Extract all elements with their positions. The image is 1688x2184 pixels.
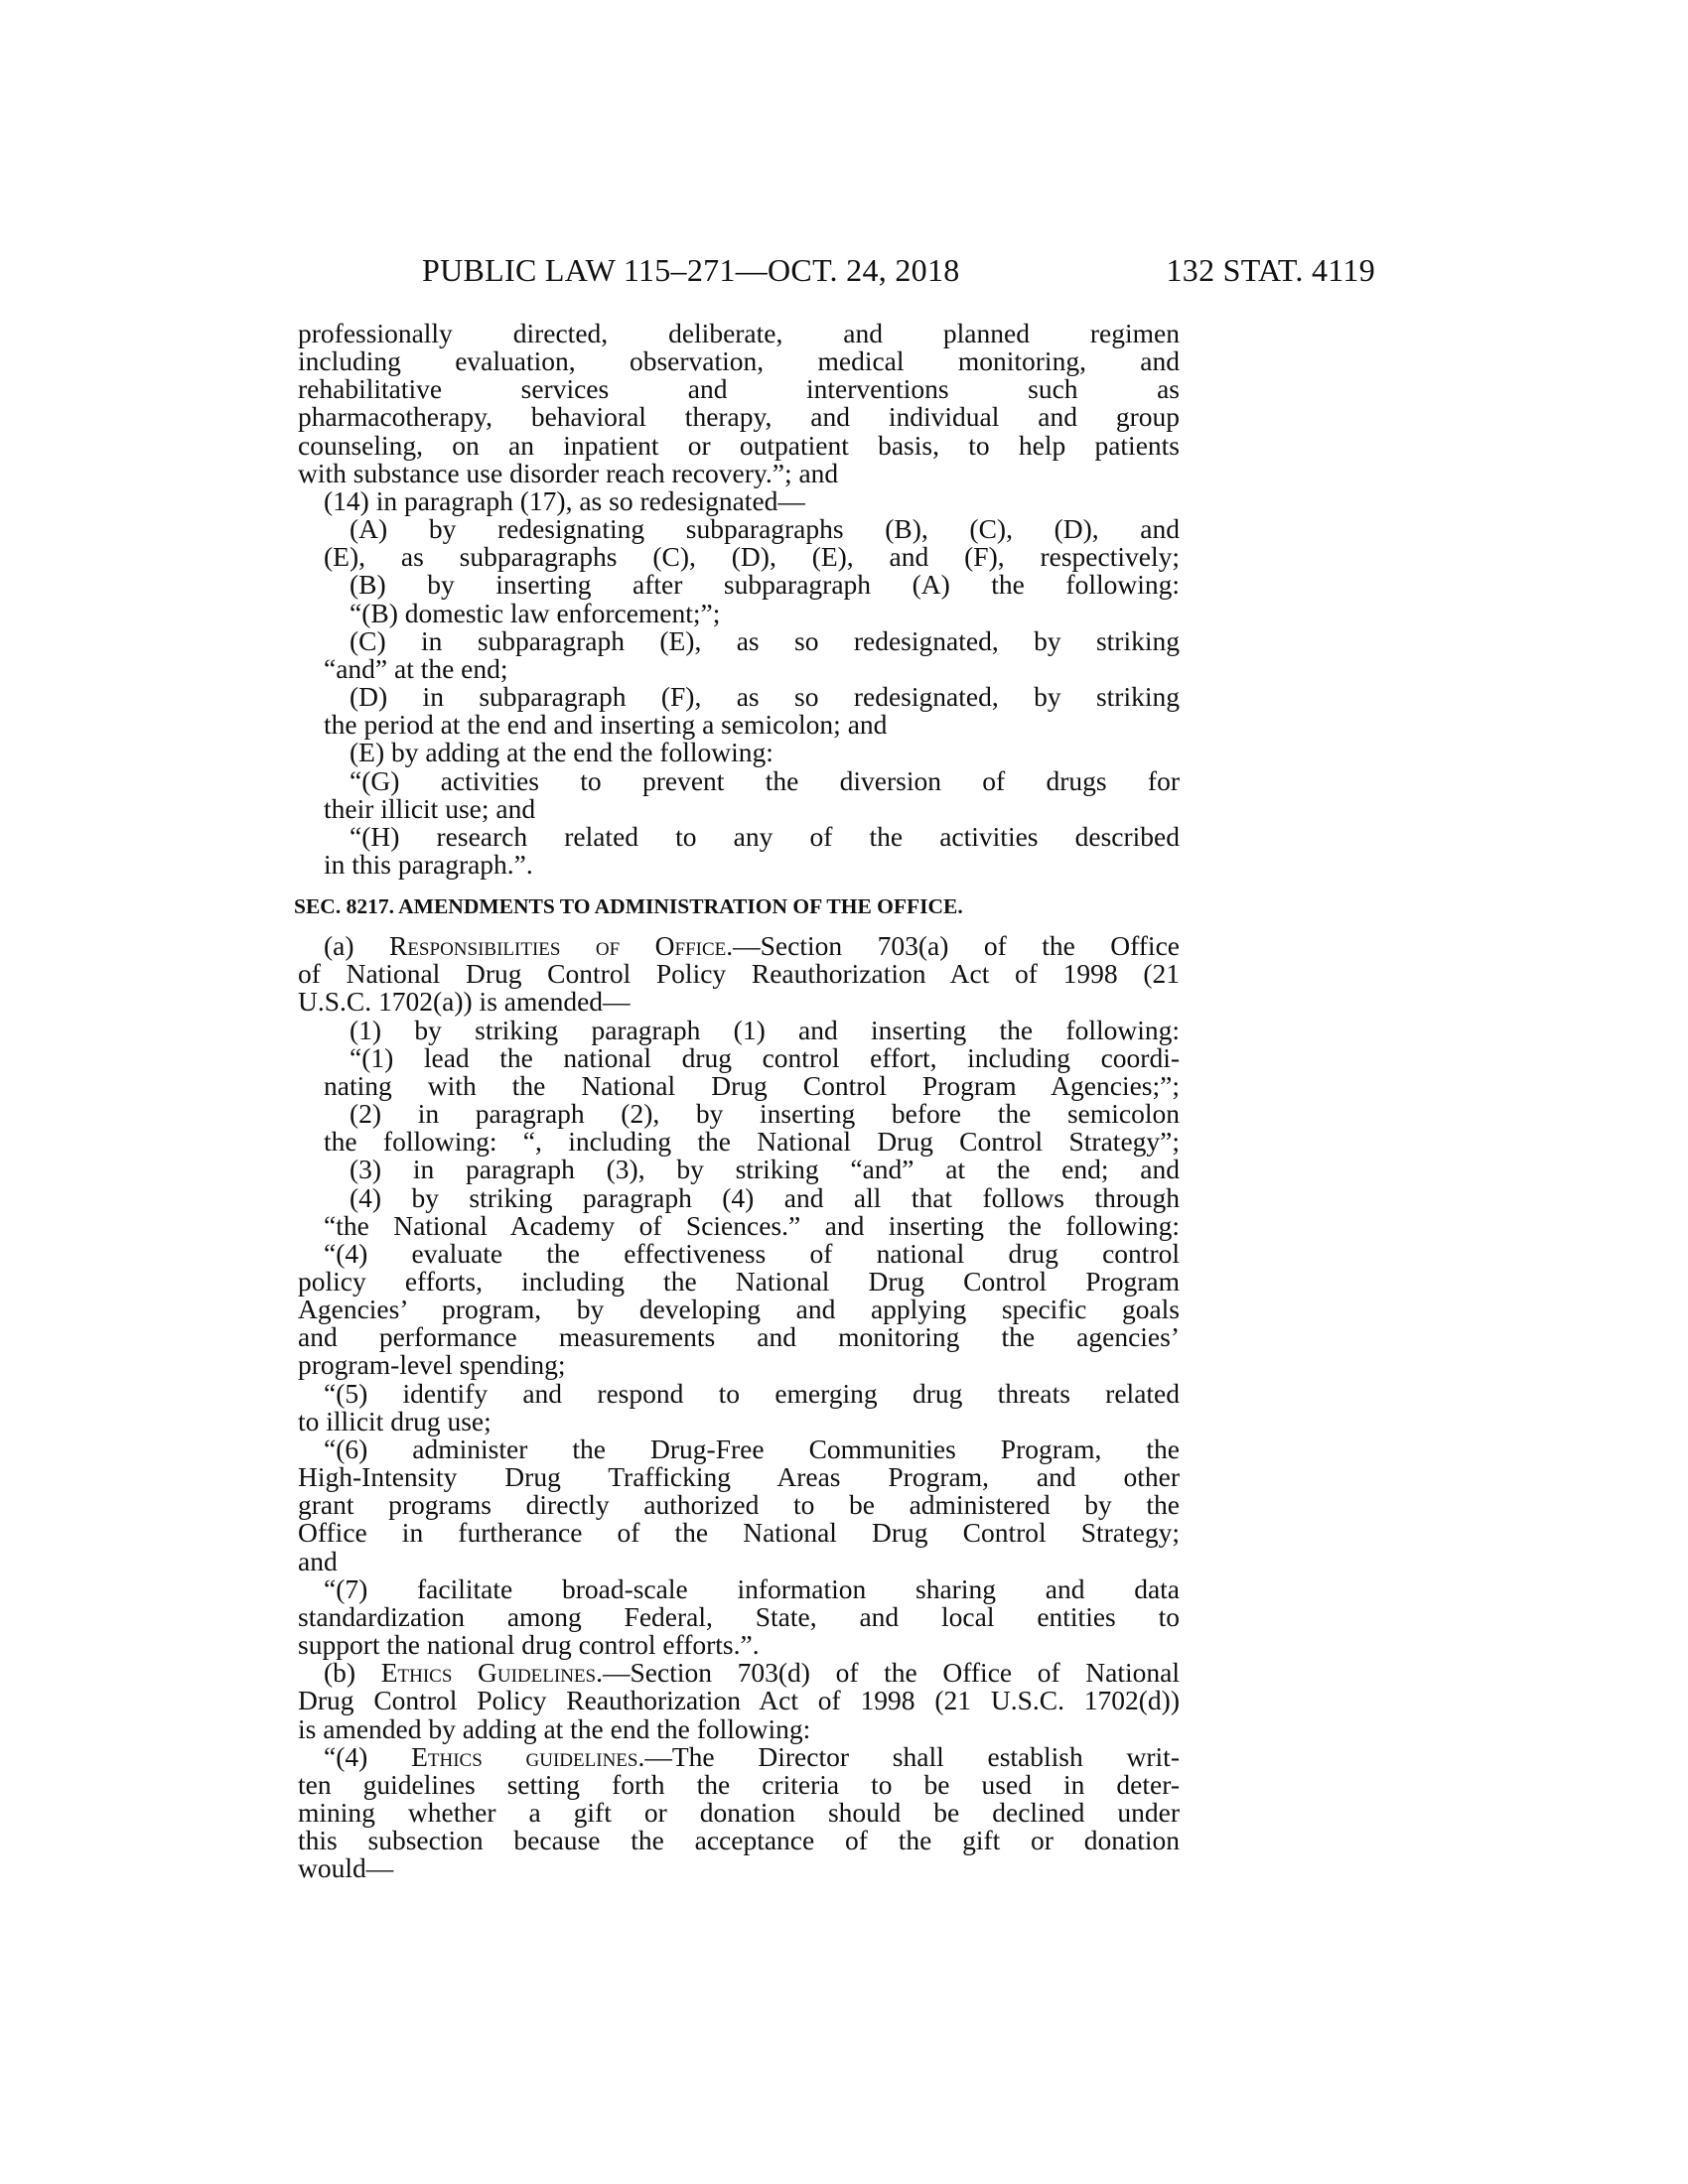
text-line: “(4) evaluate the effectiveness of national drug control: [324, 1237, 1180, 1269]
text-line: (C) in subparagraph (E), as so redesignated, by striking: [350, 624, 1180, 656]
text-line: Drug Control Policy Reauthorization Act of 1998 (21 U.S.C. 1702(d)): [298, 1685, 1180, 1716]
text-line: and performance measurements and monitoring the agencies’: [298, 1321, 1180, 1353]
text-line: Agencies’ program, by developing and applying specific goals: [298, 1294, 1180, 1325]
text-line: in this paragraph.”.: [324, 848, 533, 880]
text-line: (E) by adding at the end the following:: [350, 737, 774, 768]
text-line: High-Intensity Drug Trafficking Areas Program, and other: [298, 1461, 1180, 1493]
text-line: “and” at the end;: [324, 652, 508, 684]
text-line: (14) in paragraph (17), as so redesignated—: [324, 484, 805, 516]
small-caps-heading: Responsibilities of Office: [388, 930, 727, 962]
heading-dash: .—: [726, 930, 761, 962]
text-line: “(6) administer the Drug-Free Communities Program, the: [324, 1433, 1180, 1464]
text-line: professionally directed, deliberate, and planned regimen: [298, 318, 1180, 348]
heading-dash: .—: [637, 1740, 672, 1772]
line-rest: Section 703(d) of the Office of National: [630, 1657, 1180, 1689]
text-line: including evaluation, observation, medical monitoring, and: [298, 345, 1180, 377]
line-lead: (b): [324, 1657, 381, 1689]
line-rest: The Director shall establish writ-: [671, 1740, 1180, 1772]
text-line: policy efforts, including the National Drug Control Program: [298, 1266, 1180, 1297]
text-line: U.S.C. 1702(a)) is amended—: [298, 986, 631, 1018]
text-line: “the National Academy of Sciences.” and inserting the following:: [324, 1209, 1180, 1241]
text-line: of National Drug Control Policy Reauthorization Act of 1998 (21: [298, 958, 1180, 990]
page-header: [298, 250, 1375, 290]
small-caps-heading: Ethics Guidelines: [380, 1657, 597, 1689]
text-line: “(7) facilitate broad-scale information sharing and data: [324, 1572, 1180, 1604]
text-line: [298, 1740, 1180, 1772]
text-line: (1) by striking paragraph (1) and inserting the following:: [350, 1014, 1180, 1045]
text-line: counseling, on an inpatient or outpatient basis, to help patients: [298, 429, 1180, 461]
text-line: pharmacotherapy, behavioral therapy, and individual and group: [298, 401, 1180, 433]
body-text: [294, 318, 1180, 1884]
text-line: “(1) lead the national drug control effort, including coordi-: [350, 1041, 1180, 1073]
text-line: the period at the end and inserting a semicolon; and: [324, 709, 888, 741]
text-line: rehabilitative services and interventions such as: [298, 373, 1180, 405]
heading-dash: .—: [596, 1657, 631, 1689]
line-rest: Section 703(a) of the Office: [760, 930, 1180, 962]
text-line: (B) by inserting after subparagraph (A) the following:: [350, 569, 1180, 601]
text-line: [298, 932, 1180, 960]
text-line: their illicit use; and: [324, 792, 536, 824]
text-line: to illicit drug use;: [298, 1405, 492, 1436]
text-line: Office in furtherance of the National Drug Control Strategy;: [298, 1517, 1180, 1549]
section-heading: SEC. 8217. AMENDMENTS TO ADMINISTRATION OF THE OFFICE.: [294, 894, 963, 919]
text-line: (E), as subparagraphs (C), (D), (E), and (F), respectively;: [324, 541, 1180, 573]
text-line: mining whether a gift or donation should be declined under: [298, 1796, 1180, 1828]
text-line: “(G) activities to prevent the diversion of drugs for: [350, 764, 1180, 796]
text-line: (4) by striking paragraph (4) and all that follows through: [350, 1181, 1180, 1213]
text-line: and: [298, 1545, 338, 1576]
text-line: standardization among Federal, State, and local entities to: [298, 1600, 1180, 1632]
text-line: with substance use disorder reach recovery.”; and: [298, 457, 839, 488]
text-line: (3) in paragraph (3), by striking “and” at the end; and: [350, 1154, 1180, 1185]
text-line: is amended by adding at the end the following:: [298, 1712, 811, 1744]
text-line: (D) in subparagraph (F), as so redesignated, by striking: [350, 681, 1180, 713]
text-line: the following: “, including the National Drug Control Strategy”;: [324, 1126, 1180, 1158]
text-line: would—: [298, 1852, 394, 1884]
line-lead: (a): [324, 930, 389, 962]
text-line: “(B) domestic law enforcement;”;: [350, 597, 721, 628]
text-line: support the national drug control efforts.”.: [298, 1629, 760, 1661]
text-line: “(H) research related to any of the activities described: [350, 820, 1180, 852]
text-line: ten guidelines setting forth the criteria to be used in deter-: [298, 1768, 1180, 1800]
text-line: (A) by redesignating subparagraphs (B), (C), (D), and: [350, 513, 1180, 545]
text-line: [298, 1659, 1180, 1687]
page-number-stat: 132 STAT. 4119: [1166, 252, 1375, 288]
text-line: program-level spending;: [298, 1349, 566, 1381]
line-lead: “(4): [324, 1740, 412, 1772]
text-line: grant programs directly authorized to be administered by the: [298, 1489, 1180, 1521]
small-caps-heading: Ethics guidelines: [411, 1740, 638, 1772]
text-line: “(5) identify and respond to emerging drug threats related: [324, 1377, 1180, 1409]
running-head-title: PUBLIC LAW 115–271—OCT. 24, 2018: [422, 252, 960, 288]
text-line: nating with the National Drug Control Program Agencies;”;: [324, 1069, 1180, 1101]
text-line: this subsection because the acceptance of the gift or donation: [298, 1825, 1180, 1856]
text-line: (2) in paragraph (2), by inserting before the semicolon: [350, 1098, 1180, 1130]
